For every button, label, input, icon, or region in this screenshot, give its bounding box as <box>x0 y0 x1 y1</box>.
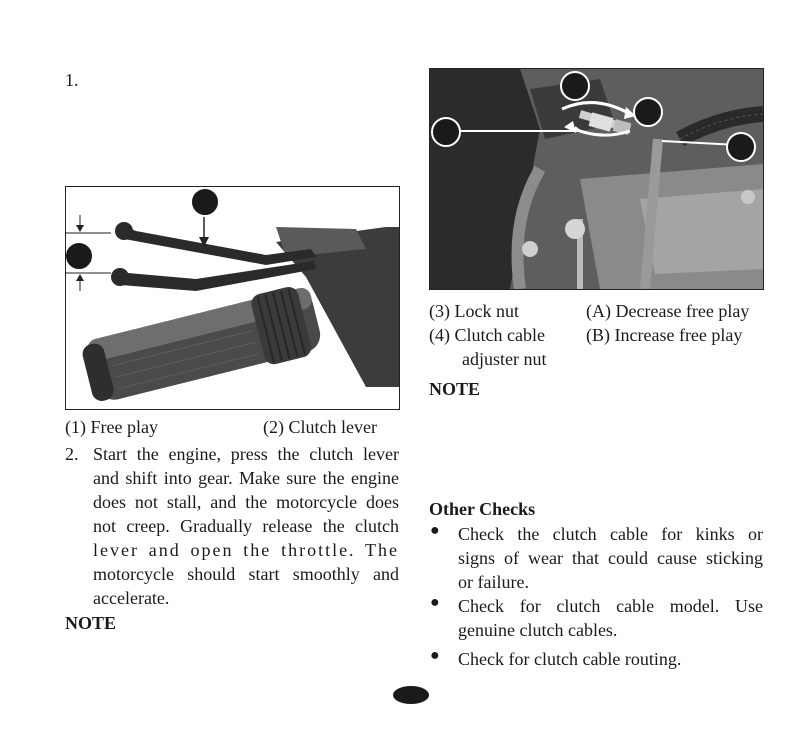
clutch-cable-adjuster-figure <box>429 68 764 290</box>
step-2-line: and shift into gear. Make sure the engine <box>93 468 399 488</box>
step-2-line: motorcycle should start smoothly and <box>93 564 399 584</box>
step-2-line: Start the engine, press the clutch lever <box>93 444 399 464</box>
callout-1-free-play-icon <box>65 241 94 271</box>
figure2-caption-adjuster-b: adjuster nut <box>462 349 547 369</box>
step-2-line: not creep. Gradually release the clutch <box>93 516 399 536</box>
right-note-heading: NOTE <box>429 379 481 399</box>
figure2-caption-increase: (B) Increase free play <box>586 325 743 345</box>
step-2-line: does not stall, and the motorcycle does <box>93 492 399 512</box>
bullet-icon: ● <box>430 647 440 664</box>
item-line: Check for clutch cable routing. <box>458 649 682 669</box>
other-checks-heading: Other Checks <box>429 499 536 519</box>
item-line: genuine clutch cables. <box>458 620 618 640</box>
item-line: Check the clutch cable for kinks or <box>458 524 763 544</box>
figure2-caption-adjuster-a: (4) Clutch cable <box>429 325 545 345</box>
other-check-item-2 <box>458 594 763 642</box>
figure1-caption-clutch-lever: (2) Clutch lever <box>263 417 377 437</box>
clutch-cable-adjuster-icon <box>430 69 763 289</box>
clutch-lever-figure <box>65 186 400 410</box>
step-2-line: lever and open the throttle. The <box>93 540 399 560</box>
figure1-caption-free-play: (1) Free play <box>65 417 158 437</box>
other-check-item-3 <box>458 647 763 671</box>
item-line: signs of wear that could cause sticking <box>458 548 763 568</box>
clutch-lever-handlebar-icon <box>66 187 399 409</box>
bullet-icon: ● <box>430 522 440 539</box>
step-2-paragraph <box>93 442 399 610</box>
callout-2-clutch-lever-icon <box>190 187 220 217</box>
other-check-item-1 <box>458 522 763 594</box>
item-line: or failure. <box>458 572 529 592</box>
figure2-caption-decrease: (A) Decrease free play <box>586 301 750 321</box>
callout-A-icon <box>560 71 590 101</box>
callout-3-lock-nut-icon <box>431 117 461 147</box>
bullet-icon: ● <box>430 594 440 611</box>
item-line: Check for clutch cable model. Use <box>458 596 763 616</box>
step-2-line: accelerate. <box>93 588 170 608</box>
page-number-badge-icon <box>393 686 429 704</box>
step-1-number: 1. <box>65 70 79 90</box>
step-2-number: 2. <box>65 444 79 464</box>
callout-4-adjuster-nut-icon <box>726 132 756 162</box>
left-note-heading: NOTE <box>65 613 117 633</box>
figure2-caption-lock-nut: (3) Lock nut <box>429 301 519 321</box>
callout-B-icon <box>633 97 663 127</box>
